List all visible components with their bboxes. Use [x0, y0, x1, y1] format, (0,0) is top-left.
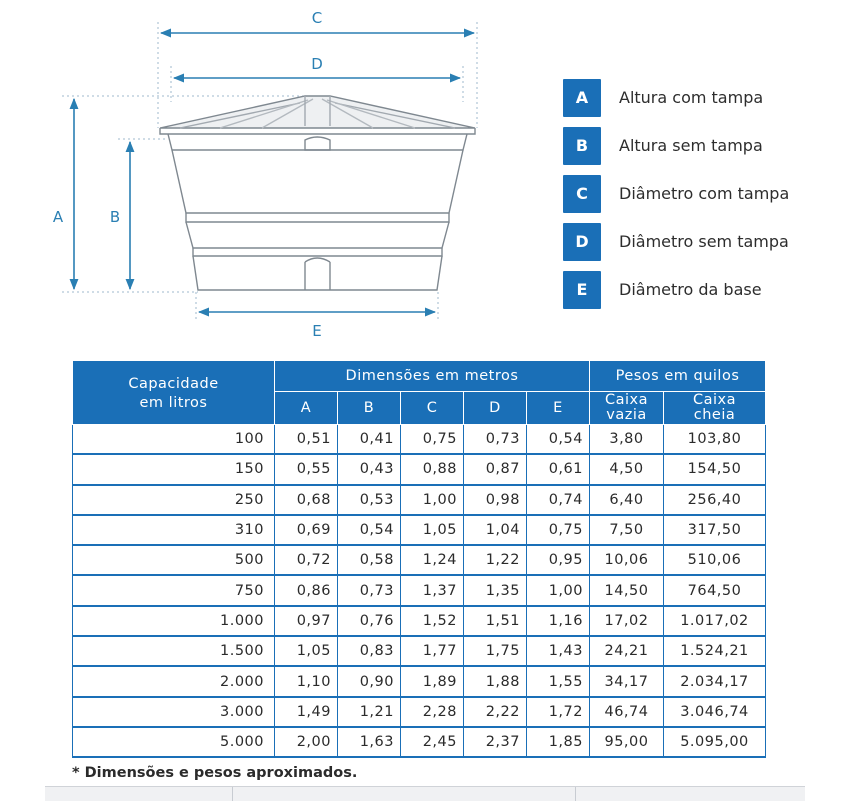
cell-dim-c: 0,88	[401, 454, 464, 484]
cell-dim-a: 0,68	[275, 485, 338, 515]
cell-dim-a: 2,00	[275, 727, 338, 757]
cell-empty-weight: 24,21	[590, 636, 664, 666]
cell-dim-d: 2,37	[464, 727, 527, 757]
cell-full-weight: 5.095,00	[664, 727, 766, 757]
cell-empty-weight: 10,06	[590, 545, 664, 575]
dimension-e-label: E	[312, 322, 322, 340]
cell-dim-c: 2,45	[401, 727, 464, 757]
column-header-full-weight	[664, 392, 766, 425]
empty-weight-line1: Caixa	[604, 392, 648, 408]
cell-dim-e: 0,74	[527, 485, 590, 515]
legend-item-d	[563, 223, 823, 261]
cell-dim-b: 0,73	[338, 575, 401, 605]
water-tank-drawing	[160, 96, 475, 290]
legend-text-e: Diâmetro da base	[619, 280, 762, 299]
cell-dim-a: 0,97	[275, 606, 338, 636]
cell-full-weight: 1.524,21	[664, 636, 766, 666]
cell-empty-weight: 17,02	[590, 606, 664, 636]
cell-capacity: 1.500	[73, 636, 275, 666]
legend-item-a	[563, 79, 823, 117]
capacity-header-line1: Capacidade	[128, 375, 219, 392]
cell-dim-c: 1,52	[401, 606, 464, 636]
cell-empty-weight: 7,50	[590, 515, 664, 545]
cell-dim-a: 0,86	[275, 575, 338, 605]
cell-dim-a: 0,51	[275, 425, 338, 455]
legend-item-c	[563, 175, 823, 213]
cell-dim-b: 0,90	[338, 666, 401, 696]
weights-header: Pesos em quilos	[590, 361, 766, 392]
cell-dim-e: 1,16	[527, 606, 590, 636]
table-row	[73, 606, 766, 636]
table-row	[73, 425, 766, 455]
capacity-header-line2: em litros	[139, 394, 208, 411]
cell-dim-d: 0,73	[464, 425, 527, 455]
cell-full-weight: 103,80	[664, 425, 766, 455]
table-row	[73, 485, 766, 515]
capacity-spec-table	[72, 360, 766, 758]
cell-dim-a: 0,55	[275, 454, 338, 484]
cell-dim-b: 0,43	[338, 454, 401, 484]
cell-dim-d: 1,35	[464, 575, 527, 605]
cell-capacity: 500	[73, 545, 275, 575]
cell-dim-c: 1,77	[401, 636, 464, 666]
cell-empty-weight: 6,40	[590, 485, 664, 515]
table-row	[73, 545, 766, 575]
table-row	[73, 636, 766, 666]
legend-text-a: Altura com tampa	[619, 88, 764, 107]
cell-capacity: 3.000	[73, 697, 275, 727]
cell-dim-a: 1,10	[275, 666, 338, 696]
cell-dim-d: 2,22	[464, 697, 527, 727]
cell-dim-a: 1,49	[275, 697, 338, 727]
cell-dim-d: 1,88	[464, 666, 527, 696]
cell-dim-e: 1,00	[527, 575, 590, 605]
table-row	[73, 454, 766, 484]
cell-full-weight: 764,50	[664, 575, 766, 605]
column-header-e: E	[527, 392, 590, 425]
legend-badge-b: B	[563, 127, 601, 165]
footnote: * Dimensões e pesos aproximados.	[72, 765, 358, 781]
legend-item-b	[563, 127, 823, 165]
cell-dim-b: 0,54	[338, 515, 401, 545]
cell-dim-c: 0,75	[401, 425, 464, 455]
cell-full-weight: 256,40	[664, 485, 766, 515]
legend-item-e	[563, 271, 823, 309]
cell-dim-c: 1,37	[401, 575, 464, 605]
cell-dim-e: 0,95	[527, 545, 590, 575]
cell-capacity: 100	[73, 425, 275, 455]
cell-empty-weight: 3,80	[590, 425, 664, 455]
cell-dim-a: 0,69	[275, 515, 338, 545]
cell-full-weight: 3.046,74	[664, 697, 766, 727]
cell-full-weight: 1.017,02	[664, 606, 766, 636]
dimension-c-label: C	[311, 9, 323, 27]
legend-text-d: Diâmetro sem tampa	[619, 232, 789, 251]
cell-full-weight: 317,50	[664, 515, 766, 545]
column-header-empty-weight	[590, 392, 664, 425]
table-row	[73, 697, 766, 727]
cell-dim-b: 0,83	[338, 636, 401, 666]
dimension-a-label: A	[52, 208, 64, 226]
empty-weight-line2: vazia	[606, 407, 647, 423]
legend-text-b: Altura sem tampa	[619, 136, 763, 155]
cell-dim-e: 0,75	[527, 515, 590, 545]
cell-dim-b: 1,21	[338, 697, 401, 727]
cell-dim-d: 0,98	[464, 485, 527, 515]
legend-badge-d: D	[563, 223, 601, 261]
spec-table-body	[73, 425, 766, 758]
full-weight-line1: Caixa	[692, 392, 736, 408]
cell-capacity: 750	[73, 575, 275, 605]
table-row	[73, 515, 766, 545]
cell-empty-weight: 95,00	[590, 727, 664, 757]
cell-empty-weight: 4,50	[590, 454, 664, 484]
cell-dim-b: 1,63	[338, 727, 401, 757]
cell-dim-c: 1,24	[401, 545, 464, 575]
capacity-header	[73, 361, 275, 425]
cell-dim-e: 0,54	[527, 425, 590, 455]
cell-dim-e: 1,72	[527, 697, 590, 727]
cell-dim-b: 0,41	[338, 425, 401, 455]
cell-dim-c: 1,05	[401, 515, 464, 545]
cell-full-weight: 2.034,17	[664, 666, 766, 696]
column-header-d: D	[464, 392, 527, 425]
cell-dim-e: 0,61	[527, 454, 590, 484]
cell-dim-e: 1,55	[527, 666, 590, 696]
table-row	[73, 727, 766, 757]
cell-capacity: 1.000	[73, 606, 275, 636]
legend-badge-a: A	[563, 79, 601, 117]
cell-empty-weight: 46,74	[590, 697, 664, 727]
cell-dim-e: 1,43	[527, 636, 590, 666]
cell-dim-a: 0,72	[275, 545, 338, 575]
table-row	[73, 575, 766, 605]
cell-capacity: 2.000	[73, 666, 275, 696]
cell-dim-b: 0,53	[338, 485, 401, 515]
dimension-b-label: B	[109, 208, 121, 226]
cell-capacity: 310	[73, 515, 275, 545]
dimension-d-label: D	[311, 55, 323, 73]
cell-capacity: 5.000	[73, 727, 275, 757]
bottom-strip	[45, 786, 805, 801]
cell-full-weight: 154,50	[664, 454, 766, 484]
column-header-b: B	[338, 392, 401, 425]
legend-text-c: Diâmetro com tampa	[619, 184, 790, 203]
cell-dim-d: 1,22	[464, 545, 527, 575]
dimensions-header: Dimensões em metros	[275, 361, 590, 392]
cell-empty-weight: 34,17	[590, 666, 664, 696]
cell-full-weight: 510,06	[664, 545, 766, 575]
legend-badge-e: E	[563, 271, 601, 309]
cell-dim-d: 1,75	[464, 636, 527, 666]
cell-dim-c: 1,89	[401, 666, 464, 696]
column-header-a: A	[275, 392, 338, 425]
cell-dim-e: 1,85	[527, 727, 590, 757]
cell-dim-c: 1,00	[401, 485, 464, 515]
cell-dim-a: 1,05	[275, 636, 338, 666]
cell-capacity: 250	[73, 485, 275, 515]
cell-dim-b: 0,76	[338, 606, 401, 636]
full-weight-line2: cheia	[693, 407, 736, 423]
legend-badge-c: C	[563, 175, 601, 213]
bottom-strip-divider	[232, 787, 233, 801]
guide-lines	[62, 22, 477, 322]
bottom-strip-divider	[575, 787, 576, 801]
cell-dim-d: 1,04	[464, 515, 527, 545]
cell-empty-weight: 14,50	[590, 575, 664, 605]
cell-dim-d: 1,51	[464, 606, 527, 636]
cell-dim-b: 0,58	[338, 545, 401, 575]
cell-dim-d: 0,87	[464, 454, 527, 484]
cell-capacity: 150	[73, 454, 275, 484]
table-row	[73, 666, 766, 696]
column-header-c: C	[401, 392, 464, 425]
cell-dim-c: 2,28	[401, 697, 464, 727]
